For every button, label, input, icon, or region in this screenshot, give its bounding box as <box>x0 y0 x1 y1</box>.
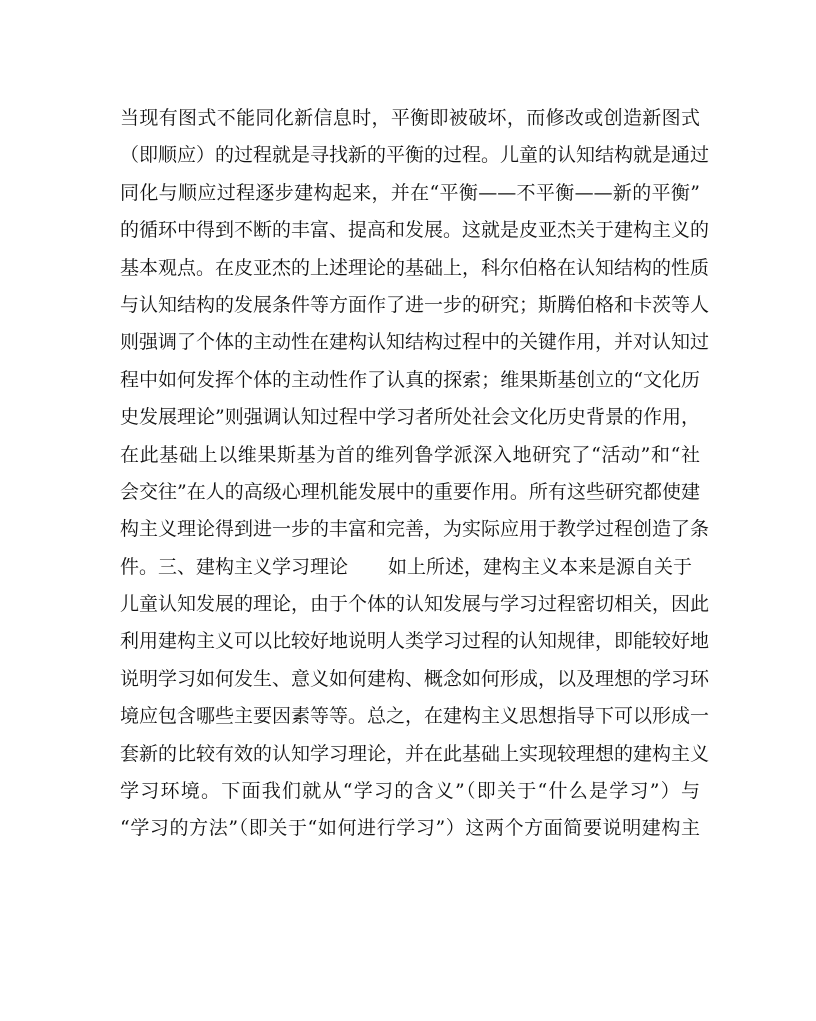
text-line-4: 的循环中得到不断的丰富、提高和发展。这就是皮亚杰关于建构主义的 <box>120 219 710 242</box>
text-line-15: 利用建构主义可以比较好地说明人类学习过程的认知规律，即能较好地 <box>120 630 710 653</box>
text-line-18: 套新的比较有效的认知学习理论，并在此基础上实现较理想的建构主义 <box>120 742 710 765</box>
text-line-10: 在此基础上以维果斯基为首的维列鲁学派深入地研究了“活动”和“社 <box>120 443 700 466</box>
text-line-19: 学习环境。下面我们就从“学习的含义”（即关于“什么是学习”）与 <box>120 780 700 803</box>
text-line-9: 史发展理论”则强调认知过程中学习者所处社会文化历史背景的作用， <box>120 406 700 429</box>
text-line-11: 会交往”在人的高级心理机能发展中的重要作用。所有这些研究都使建 <box>120 480 700 503</box>
section-intro: 如上所述，建构主义本来是源自关于 <box>388 555 693 578</box>
text-line-3: 同化与顺应过程逐步建构起来，并在“平衡——不平衡——新的平衡” <box>120 181 700 204</box>
section-heading: 件。三、建构主义学习理论 <box>120 555 349 578</box>
text-line-6: 与认知结构的发展条件等方面作了进一步的研究；斯腾伯格和卡茨等人 <box>120 293 710 316</box>
text-line-5: 基本观点。在皮亚杰的上述理论的基础上，科尔伯格在认知结构的性质 <box>120 256 710 279</box>
text-line-1: 当现有图式不能同化新信息时，平衡即被破坏，而修改或创造新图式 <box>120 107 700 129</box>
text-line-7: 则强调了个体的主动性在建构认知结构过程中的关键作用，并对认知过 <box>120 331 710 354</box>
text-line-12: 构主义理论得到进一步的丰富和完善，为实际应用于教学过程创造了条 <box>120 518 710 541</box>
text-line-17: 境应包含哪些主要因素等等。总之，在建构主义思想指导下可以形成一 <box>120 705 710 728</box>
text-line-14: 儿童认知发展的理论，由于个体的认知发展与学习过程密切相关，因此 <box>120 593 710 616</box>
text-line-16: 说明学习如何发生、意义如何建构、概念如何形成，以及理想的学习环 <box>120 667 710 690</box>
body-text <box>120 100 710 848</box>
text-line-2: （即顺应）的过程就是寻找新的平衡的过程。儿童的认知结构就是通过 <box>120 144 710 167</box>
text-line-20: “学习的方法”（即关于“如何进行学习”）这两个方面简要说明建构主 <box>120 817 700 840</box>
text-line-8: 程中如何发挥个体的主动性作了认真的探索；维果斯基创立的“文化历 <box>120 368 700 391</box>
text-line-13 <box>120 549 700 586</box>
